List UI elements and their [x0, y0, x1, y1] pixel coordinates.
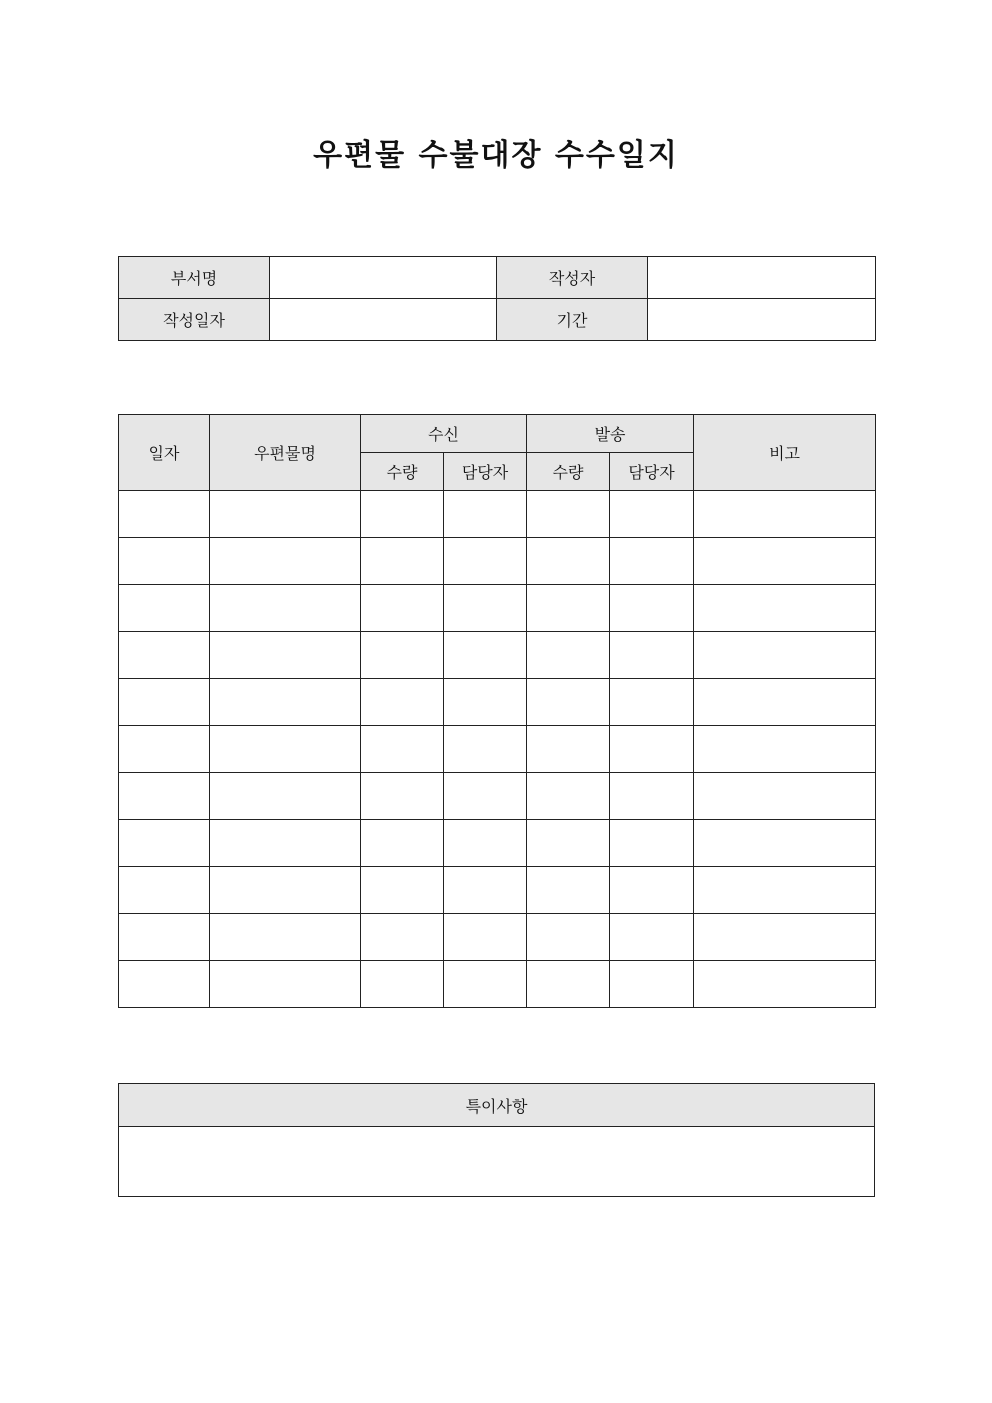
item-name-cell[interactable] — [210, 538, 361, 585]
author-field[interactable] — [648, 257, 876, 299]
remarks-cell[interactable] — [694, 914, 876, 961]
sent-group-header: 발송 — [527, 415, 694, 453]
notes-table — [118, 1083, 875, 1197]
sent-manager-cell[interactable] — [610, 632, 694, 679]
date-cell[interactable] — [119, 867, 210, 914]
item-name-cell[interactable] — [210, 820, 361, 867]
table-row — [119, 820, 876, 867]
date-cell[interactable] — [119, 491, 210, 538]
remarks-cell[interactable] — [694, 961, 876, 1008]
received-quantity-cell[interactable] — [361, 491, 444, 538]
item-name-cell[interactable] — [210, 961, 361, 1008]
date-cell[interactable] — [119, 773, 210, 820]
item-name-cell[interactable] — [210, 914, 361, 961]
remarks-cell[interactable] — [694, 632, 876, 679]
sent-quantity-cell[interactable] — [527, 820, 610, 867]
table-row — [119, 914, 876, 961]
sent-manager-cell[interactable] — [610, 491, 694, 538]
notes-header-row — [119, 1084, 875, 1127]
received-manager-cell[interactable] — [444, 726, 527, 773]
received-quantity-cell[interactable] — [361, 632, 444, 679]
item-name-cell[interactable] — [210, 867, 361, 914]
sent-manager-cell[interactable] — [610, 585, 694, 632]
sent-manager-cell[interactable] — [610, 773, 694, 820]
date-cell[interactable] — [119, 679, 210, 726]
sent-manager-cell[interactable] — [610, 679, 694, 726]
info-row — [119, 299, 876, 341]
received-quantity-cell[interactable] — [361, 538, 444, 585]
received-manager-cell[interactable] — [444, 867, 527, 914]
item-name-cell[interactable] — [210, 773, 361, 820]
received-quantity-cell[interactable] — [361, 914, 444, 961]
notes-field[interactable] — [119, 1127, 875, 1197]
received-manager-header: 담당자 — [444, 453, 527, 491]
received-manager-cell[interactable] — [444, 961, 527, 1008]
date-cell[interactable] — [119, 585, 210, 632]
sent-manager-cell[interactable] — [610, 820, 694, 867]
remarks-cell[interactable] — [694, 867, 876, 914]
department-field[interactable] — [270, 257, 497, 299]
received-manager-cell[interactable] — [444, 773, 527, 820]
table-row — [119, 726, 876, 773]
remarks-cell[interactable] — [694, 773, 876, 820]
table-row — [119, 867, 876, 914]
log-body — [119, 491, 876, 1008]
author-label: 작성자 — [497, 257, 648, 299]
remarks-cell[interactable] — [694, 491, 876, 538]
received-quantity-cell[interactable] — [361, 585, 444, 632]
received-manager-cell[interactable] — [444, 632, 527, 679]
item-name-cell[interactable] — [210, 679, 361, 726]
period-field[interactable] — [648, 299, 876, 341]
received-manager-cell[interactable] — [444, 679, 527, 726]
received-quantity-cell[interactable] — [361, 773, 444, 820]
item-column-header: 우편물명 — [210, 415, 361, 491]
sent-quantity-cell[interactable] — [527, 585, 610, 632]
table-row — [119, 679, 876, 726]
table-row — [119, 585, 876, 632]
received-manager-cell[interactable] — [444, 491, 527, 538]
sent-quantity-cell[interactable] — [527, 491, 610, 538]
date-cell[interactable] — [119, 632, 210, 679]
table-row — [119, 491, 876, 538]
table-row — [119, 632, 876, 679]
received-manager-cell[interactable] — [444, 538, 527, 585]
department-label: 부서명 — [119, 257, 270, 299]
received-manager-cell[interactable] — [444, 585, 527, 632]
sent-manager-cell[interactable] — [610, 961, 694, 1008]
item-name-cell[interactable] — [210, 585, 361, 632]
sent-quantity-cell[interactable] — [527, 914, 610, 961]
received-quantity-cell[interactable] — [361, 820, 444, 867]
date-cell[interactable] — [119, 538, 210, 585]
remarks-cell[interactable] — [694, 538, 876, 585]
sent-manager-header: 담당자 — [610, 453, 694, 491]
received-quantity-cell[interactable] — [361, 726, 444, 773]
date-cell[interactable] — [119, 820, 210, 867]
date-cell[interactable] — [119, 914, 210, 961]
received-quantity-cell[interactable] — [361, 679, 444, 726]
sent-quantity-cell[interactable] — [527, 961, 610, 1008]
received-quantity-cell[interactable] — [361, 867, 444, 914]
date-column-header: 일자 — [119, 415, 210, 491]
date-cell[interactable] — [119, 726, 210, 773]
info-table — [118, 256, 876, 341]
item-name-cell[interactable] — [210, 632, 361, 679]
sent-manager-cell[interactable] — [610, 914, 694, 961]
item-name-cell[interactable] — [210, 726, 361, 773]
sent-quantity-cell[interactable] — [527, 679, 610, 726]
remarks-column-header: 비고 — [694, 415, 876, 491]
sent-manager-cell[interactable] — [610, 538, 694, 585]
table-row — [119, 961, 876, 1008]
sent-quantity-cell[interactable] — [527, 632, 610, 679]
item-name-cell[interactable] — [210, 491, 361, 538]
remarks-cell[interactable] — [694, 820, 876, 867]
sent-quantity-header: 수량 — [527, 453, 610, 491]
sent-manager-cell[interactable] — [610, 867, 694, 914]
notes-label: 특이사항 — [119, 1084, 875, 1127]
sent-quantity-cell[interactable] — [527, 538, 610, 585]
notes-body-row — [119, 1127, 875, 1197]
sent-manager-cell[interactable] — [610, 726, 694, 773]
date-label: 작성일자 — [119, 299, 270, 341]
sent-quantity-cell[interactable] — [527, 773, 610, 820]
date-cell[interactable] — [119, 961, 210, 1008]
mail-log-table — [118, 414, 876, 1008]
remarks-cell[interactable] — [694, 726, 876, 773]
received-quantity-cell[interactable] — [361, 961, 444, 1008]
remarks-cell[interactable] — [694, 679, 876, 726]
date-field[interactable] — [270, 299, 497, 341]
remarks-cell[interactable] — [694, 585, 876, 632]
received-manager-cell[interactable] — [444, 914, 527, 961]
page-title: 우편물 수불대장 수수일지 — [313, 138, 679, 173]
received-quantity-header: 수량 — [361, 453, 444, 491]
sent-quantity-cell[interactable] — [527, 726, 610, 773]
period-label: 기간 — [497, 299, 648, 341]
info-row — [119, 257, 876, 299]
received-manager-cell[interactable] — [444, 820, 527, 867]
table-row — [119, 538, 876, 585]
table-row — [119, 773, 876, 820]
sent-quantity-cell[interactable] — [527, 867, 610, 914]
header-row — [119, 415, 876, 453]
received-group-header: 수신 — [361, 415, 527, 453]
